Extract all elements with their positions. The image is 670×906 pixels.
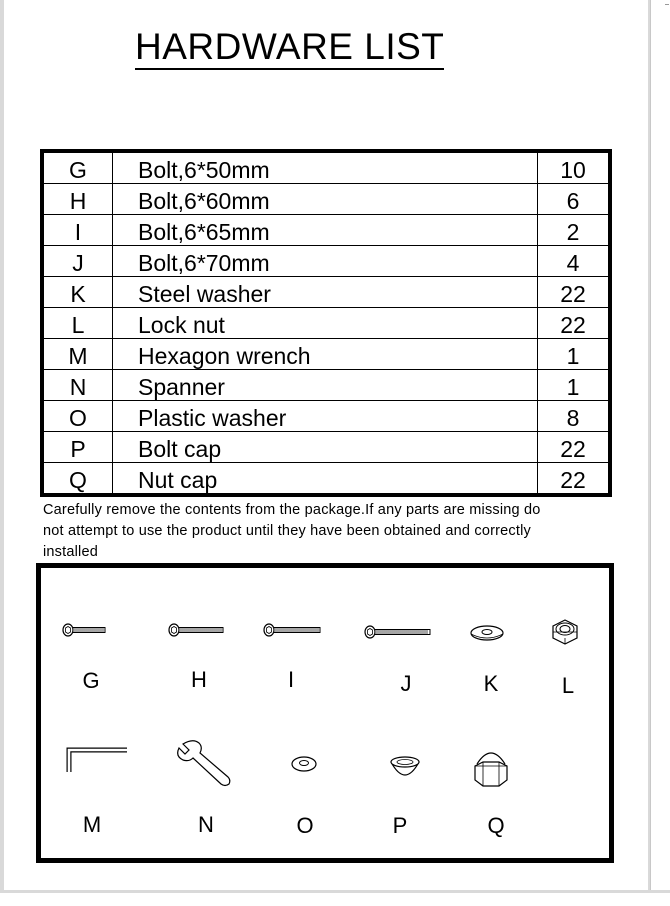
part-qty: 4 (538, 246, 611, 277)
part-label-j: J (400, 671, 412, 696)
part-letter: Q (42, 463, 113, 496)
table-row (42, 432, 610, 463)
part-letter: I (42, 215, 113, 246)
table-row (42, 339, 610, 370)
part-label-q: Q (487, 813, 505, 838)
part-name: Steel washer (113, 277, 538, 308)
part-qty: 22 (538, 308, 611, 339)
part-letter: H (42, 184, 113, 215)
part-letter: O (42, 401, 113, 432)
part-name: Bolt,6*65mm (113, 215, 538, 246)
part-label-i: I (287, 667, 295, 692)
table-row (42, 184, 610, 215)
table-row (42, 151, 610, 184)
steel-washer-k-icon (469, 622, 505, 644)
lock-nut-l-icon (549, 616, 581, 648)
part-letter: M (42, 339, 113, 370)
hardware-table (40, 149, 612, 497)
part-name: Bolt,6*60mm (113, 184, 538, 215)
instruction-note (43, 500, 623, 563)
bolt-g-icon (61, 620, 111, 640)
note-line: Carefully remove the contents from the package.If any parts are missing do (43, 502, 541, 518)
part-name: Nut cap (113, 463, 538, 496)
part-name: Bolt,6*50mm (113, 151, 538, 184)
part-qty: 8 (538, 401, 611, 432)
bolt-cap-p-icon (387, 754, 423, 784)
table-row (42, 277, 610, 308)
nut-cap-q-icon (469, 746, 513, 792)
part-label-g: G (82, 668, 100, 693)
table-row (42, 370, 610, 401)
part-qty: 6 (538, 184, 611, 215)
part-qty: 22 (538, 463, 611, 496)
right-margin-strip (650, 0, 670, 890)
table-row (42, 401, 610, 432)
table-row (42, 246, 610, 277)
part-label-m: M (82, 812, 102, 837)
table-row (42, 215, 610, 246)
part-name: Plastic washer (113, 401, 538, 432)
bolt-j-icon (363, 622, 435, 642)
bottom-margin-strip (0, 893, 670, 906)
plastic-washer-o-icon (289, 754, 319, 774)
part-qty: 10 (538, 151, 611, 184)
part-letter: N (42, 370, 113, 401)
part-name: Spanner (113, 370, 538, 401)
table-row (42, 463, 610, 496)
part-label-l: L (561, 673, 575, 698)
hexagon-wrench-m-icon (63, 746, 131, 774)
part-qty: 1 (538, 370, 611, 401)
table-row (42, 308, 610, 339)
part-letter: P (42, 432, 113, 463)
part-label-o: O (296, 813, 314, 838)
part-name: Bolt,6*70mm (113, 246, 538, 277)
part-name: Bolt cap (113, 432, 538, 463)
bolt-h-icon (167, 620, 229, 640)
part-letter: K (42, 277, 113, 308)
spanner-n-icon (175, 740, 235, 790)
note-line: installed (43, 544, 98, 560)
bolt-i-icon (262, 620, 324, 640)
parts-illustration-box (36, 563, 614, 863)
note-line: not attempt to use the product until they have been obtained and correctly (43, 523, 531, 539)
part-letter: G (42, 151, 113, 184)
part-label-h: H (191, 667, 207, 692)
page-title: HARDWARE LIST (135, 28, 444, 70)
part-qty: 1 (538, 339, 611, 370)
part-name: Lock nut (113, 308, 538, 339)
part-qty: 2 (538, 215, 611, 246)
part-label-p: P (392, 813, 408, 838)
part-label-n: N (198, 812, 214, 837)
part-letter: L (42, 308, 113, 339)
part-qty: 22 (538, 277, 611, 308)
part-letter: J (42, 246, 113, 277)
part-label-k: K (483, 671, 499, 696)
part-name: Hexagon wrench (113, 339, 538, 370)
part-qty: 22 (538, 432, 611, 463)
